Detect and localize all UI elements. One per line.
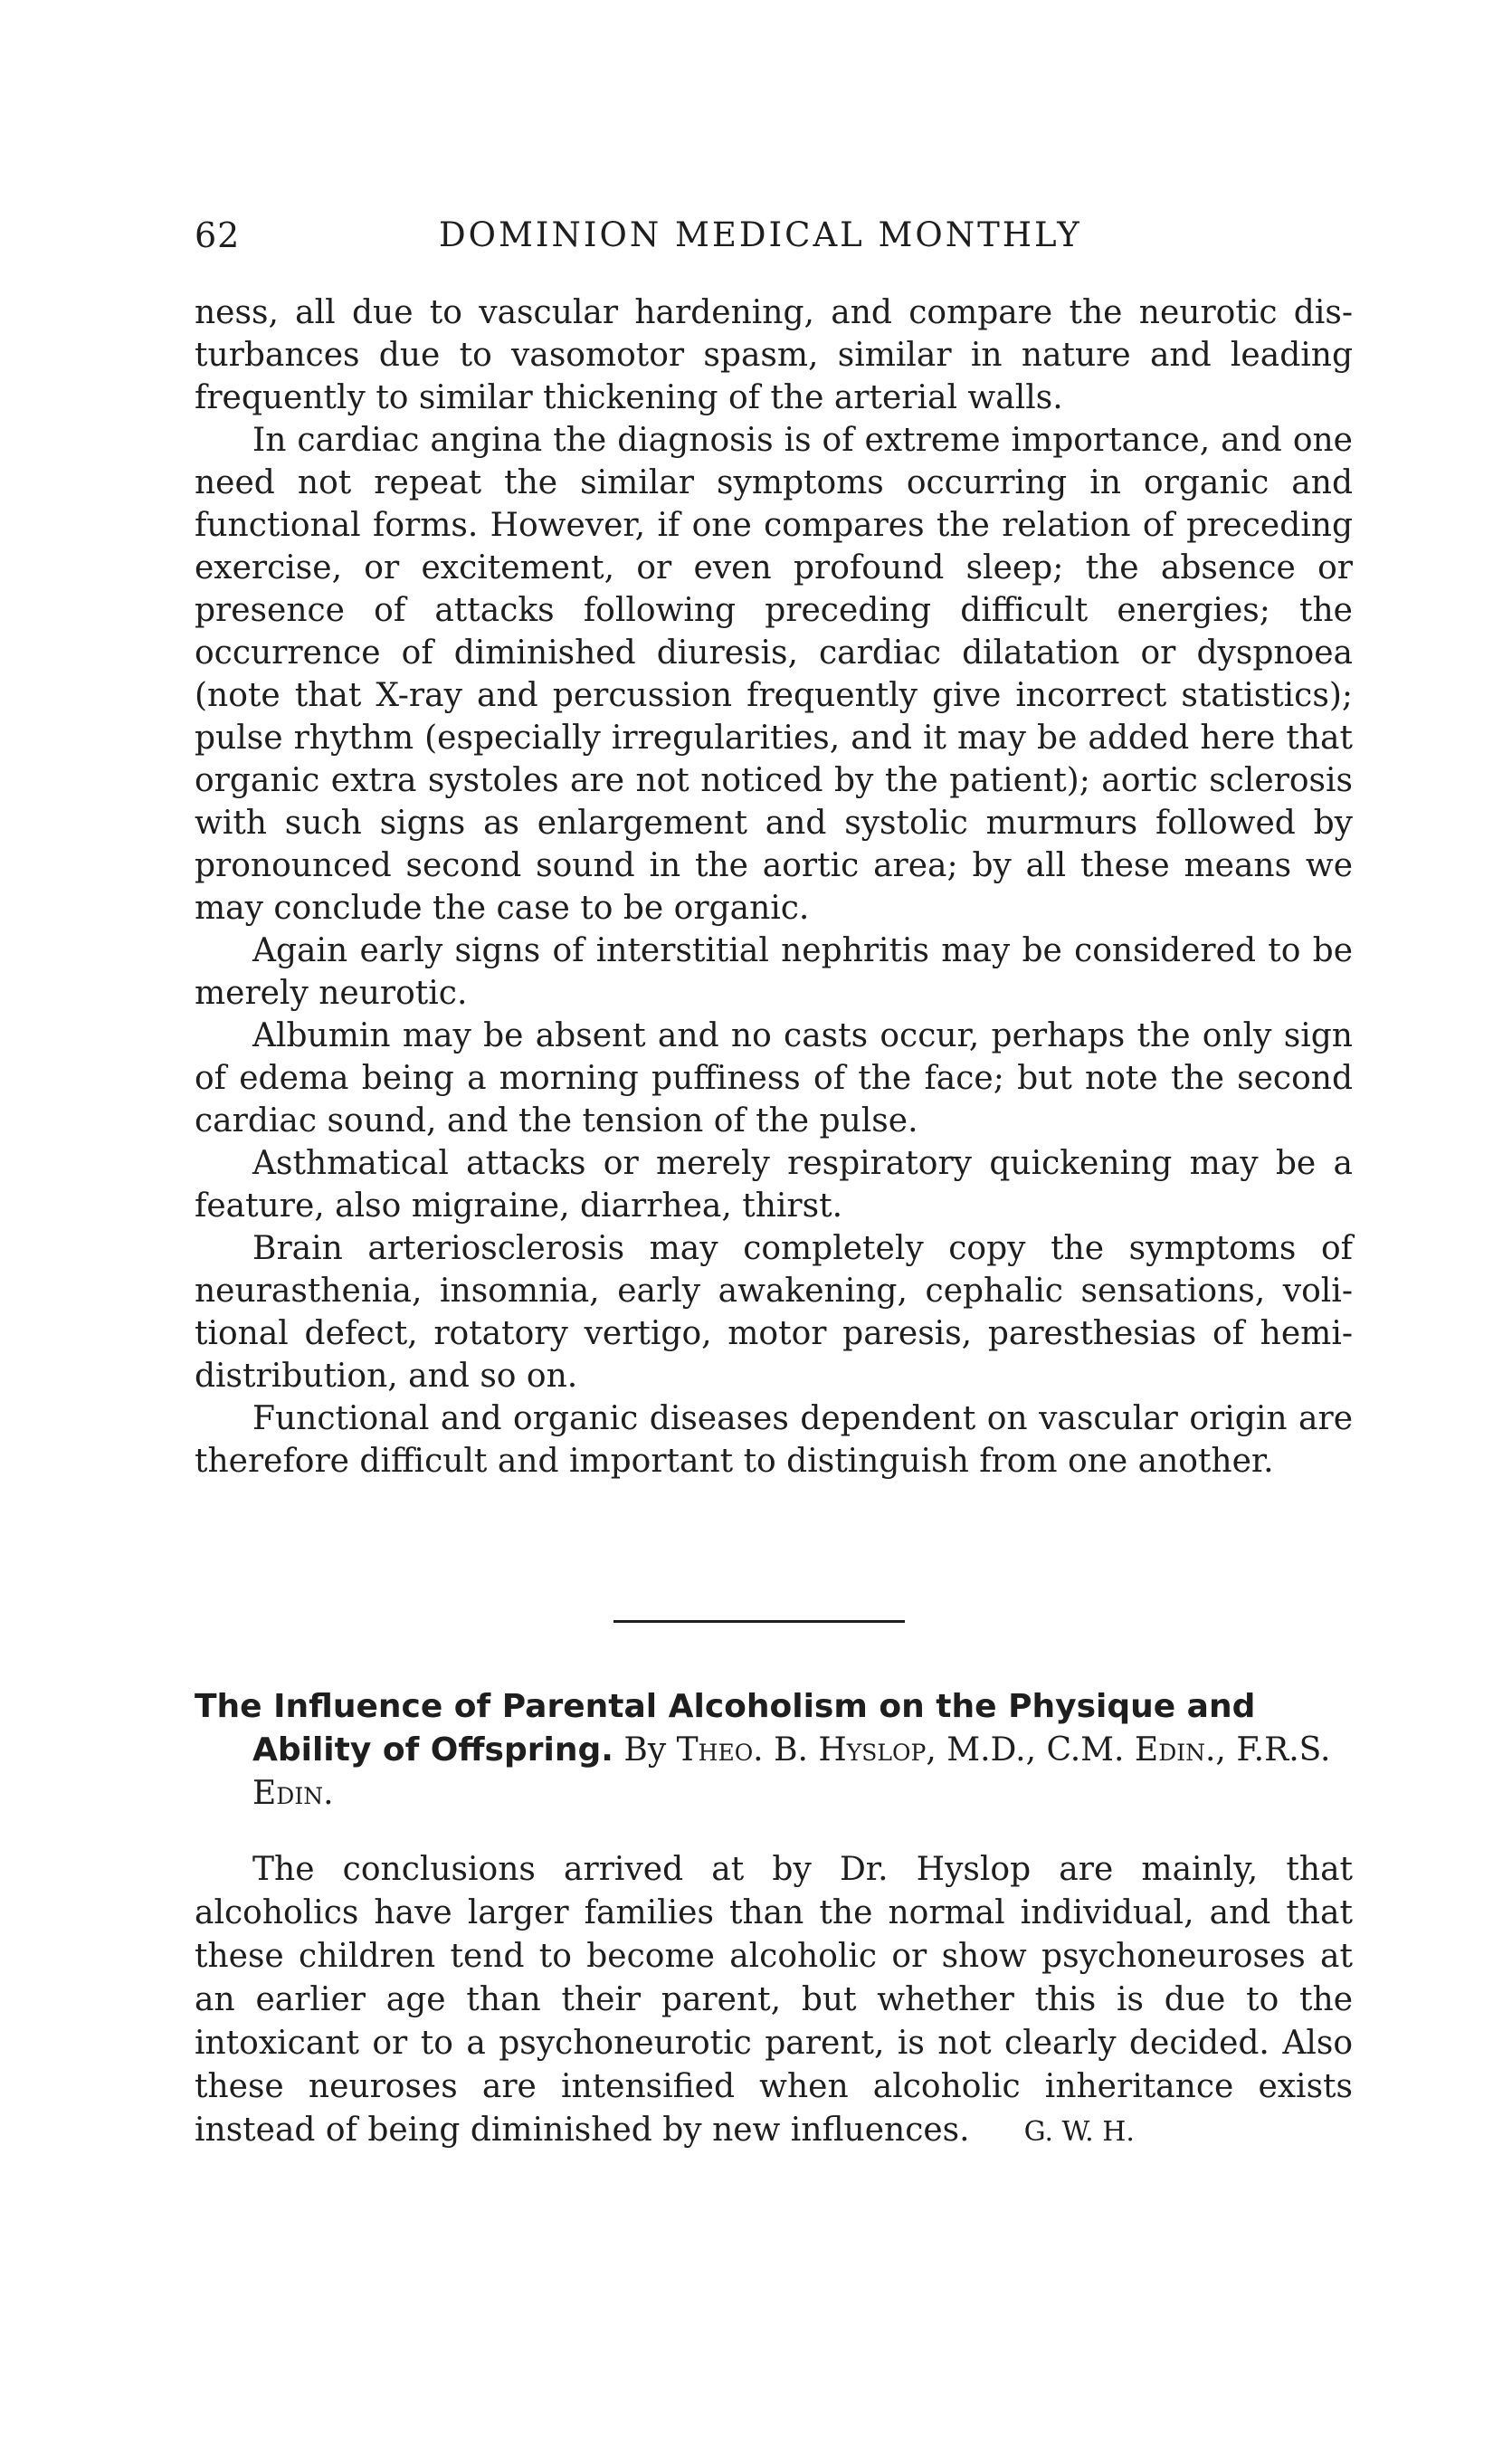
- paragraph-continuation: ness, all due to vascular hardening, and compare the neurotic disturbances due to vasomotor spasm, similar in nature and leading frequently to similar thickening of the arterial walls.: [195, 294, 1353, 416]
- article-author: Theo. B. Hyslop, M.D., C.M. Edin., F.R.S. Edin.: [252, 1731, 1331, 1812]
- paragraph-albumin: Albumin may be absent and no casts occur, perhaps the only sign of edema being a morning puffiness of the face; but note the second cardiac sound, and the tension of the pulse.: [195, 1017, 1353, 1139]
- article-heading: [195, 1685, 1353, 1816]
- article-abstract: [195, 1848, 1353, 2154]
- paragraph-conclusion: Functional and organic diseases dependent on vascular origin are therefore difficult and important to distinguish from one another.: [195, 1400, 1353, 1480]
- paragraph-asthmatical: Asthmatical attacks or merely respiratory quickening may be a feature, also migraine, diarrhea, thirst.: [195, 1145, 1353, 1225]
- reviewer-signature: G. W. H.: [1023, 2116, 1135, 2148]
- running-head: DOMINION MEDICAL MONTHLY: [439, 215, 1082, 254]
- body-text: [195, 291, 1353, 1483]
- paragraph-brain-arteriosclerosis: Brain arteriosclerosis may completely copy the symptoms of neurasthenia, insomnia, early awakening, cephalic sensations, volitional defect, rotatory vertigo, motor paresis, paresthesias of hemidistribution, and so on.: [195, 1230, 1353, 1395]
- abstract-text: The conclusions arrived at by Dr. Hyslop are mainly, that alcoholics have larger families than the normal individual, and that these children tend to become alcoholic or show psychoneuroses at an earlier age than their parent, but whether this is due to the intoxicant or to a psychoneurotic parent, is not clearly decided. Also these neuroses are intensified when alcoholic inheritance exists instead of being diminished by new influences.: [195, 1851, 1353, 2149]
- section-divider: [613, 1620, 905, 1623]
- page-number: 62: [195, 215, 241, 255]
- abstract-paragraph: [195, 1848, 1353, 2154]
- page-header: [195, 215, 1353, 261]
- paragraph-nephritis: Again early signs of interstitial nephritis may be considered to be merely neurotic.: [195, 932, 1353, 1012]
- paragraph-cardiac-angina: In cardiac angina the diagnosis is of extreme importance, and one need not repeat the similar symptoms occurring in organic and functional forms. However, if one compares the relation of preceding exercise, or excitement, or even profound sleep; the absence or presence of attacks following preceding difficult energies; the occurrence of diminished diuresis, cardiac dilatation or dyspnoea (note that X-ray and percussion frequently give incorrect statistics); pulse rhythm (especially irregularities, and it may be added here that organic extra systoles are not noticed by the patient); aortic sclerosis with such signs as enlargement and systolic murmurs followed by pronounced second sound in the aortic area; by all these means we may conclude the case to be organic.: [195, 422, 1353, 927]
- article-review: [195, 1685, 1353, 2154]
- article-title: The Influence of Parental Alcoholism on the Physique and Ability of Offspring.: [195, 1688, 1256, 1769]
- byline-by: By: [623, 1731, 667, 1769]
